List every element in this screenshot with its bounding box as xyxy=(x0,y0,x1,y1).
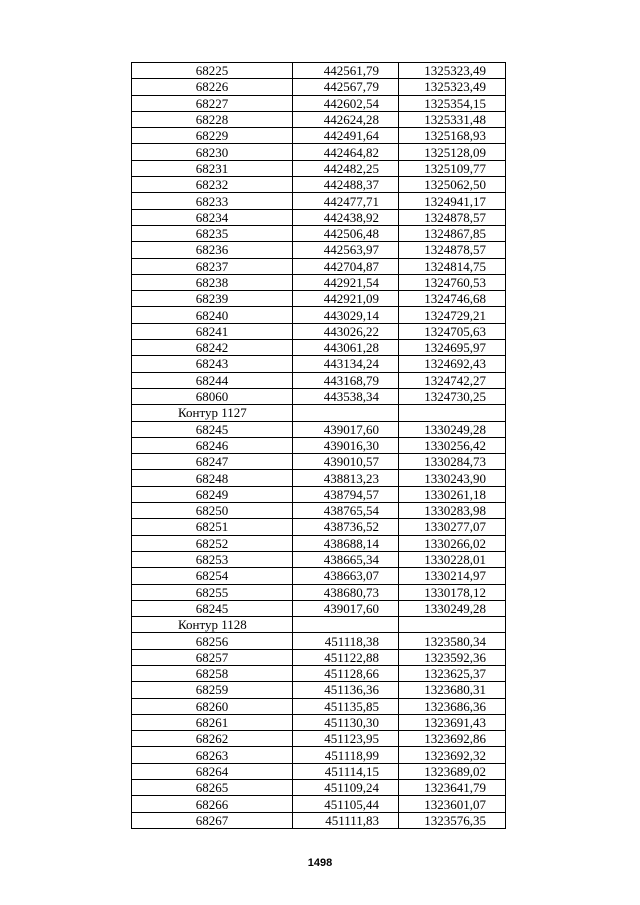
page-number: 1498 xyxy=(307,857,333,869)
coord-x: 443168,79 xyxy=(293,372,399,388)
coord-y: 1323601,07 xyxy=(399,796,506,812)
coord-x: 439017,60 xyxy=(293,421,399,437)
coord-x: 442561,79 xyxy=(293,63,399,79)
coord-y: 1325323,49 xyxy=(399,79,506,95)
point-id: 68265 xyxy=(132,780,293,796)
point-id: 68243 xyxy=(132,356,293,372)
point-row xyxy=(132,437,506,453)
coord-x: 438736,52 xyxy=(293,519,399,535)
point-row xyxy=(132,503,506,519)
coord-x: 442482,25 xyxy=(293,160,399,176)
coord-x: 438794,57 xyxy=(293,486,399,502)
point-id: 68242 xyxy=(132,340,293,356)
coord-x: 451122,88 xyxy=(293,649,399,665)
point-row xyxy=(132,128,506,144)
point-row xyxy=(132,600,506,616)
point-row xyxy=(132,470,506,486)
coord-y: 1324878,57 xyxy=(399,209,506,225)
coord-x: 442704,87 xyxy=(293,258,399,274)
point-row xyxy=(132,714,506,730)
point-id: 68249 xyxy=(132,486,293,502)
coord-x: 439016,30 xyxy=(293,437,399,453)
coord-y: 1330256,42 xyxy=(399,437,506,453)
coord-x: 451111,83 xyxy=(293,812,399,828)
coord-y: 1325109,77 xyxy=(399,160,506,176)
point-row xyxy=(132,372,506,388)
point-id: 68247 xyxy=(132,454,293,470)
coord-y: 1330283,98 xyxy=(399,503,506,519)
coord-x: 442567,79 xyxy=(293,79,399,95)
point-id: 68257 xyxy=(132,649,293,665)
point-row xyxy=(132,177,506,193)
coord-y: 1324746,68 xyxy=(399,291,506,307)
point-row xyxy=(132,193,506,209)
coord-y: 1330178,12 xyxy=(399,584,506,600)
coord-x: 451135,85 xyxy=(293,698,399,714)
coord-x: 443061,28 xyxy=(293,340,399,356)
point-id: 68251 xyxy=(132,519,293,535)
point-row xyxy=(132,486,506,502)
coord-x: 442602,54 xyxy=(293,95,399,111)
point-id: 68232 xyxy=(132,177,293,193)
contour-label: Контур 1127 xyxy=(132,405,293,421)
coord-y: 1324941,17 xyxy=(399,193,506,209)
point-id: 68258 xyxy=(132,665,293,681)
coord-x: 443538,34 xyxy=(293,388,399,404)
point-row xyxy=(132,454,506,470)
point-id: 68250 xyxy=(132,503,293,519)
point-id: 68240 xyxy=(132,307,293,323)
point-row xyxy=(132,209,506,225)
coord-x: 443134,24 xyxy=(293,356,399,372)
coord-x: 442921,09 xyxy=(293,291,399,307)
point-row xyxy=(132,812,506,828)
point-row xyxy=(132,95,506,111)
coord-y: 1325128,09 xyxy=(399,144,506,160)
coord-x: 451114,15 xyxy=(293,763,399,779)
coord-y: 1323580,34 xyxy=(399,633,506,649)
coord-x: 451109,24 xyxy=(293,780,399,796)
point-id: 68225 xyxy=(132,63,293,79)
point-id: 68237 xyxy=(132,258,293,274)
point-row xyxy=(132,796,506,812)
coord-x: 451123,95 xyxy=(293,731,399,747)
point-row xyxy=(132,242,506,258)
coord-y: 1330284,73 xyxy=(399,454,506,470)
coord-x: 438765,54 xyxy=(293,503,399,519)
point-id: 68230 xyxy=(132,144,293,160)
point-row xyxy=(132,682,506,698)
coord-y: 1324730,25 xyxy=(399,388,506,404)
point-id: 68234 xyxy=(132,209,293,225)
point-id: 68262 xyxy=(132,731,293,747)
contour-empty-x xyxy=(293,405,399,421)
coord-y: 1324742,27 xyxy=(399,372,506,388)
point-id: 68267 xyxy=(132,812,293,828)
point-id: 68245 xyxy=(132,600,293,616)
coord-y: 1323686,36 xyxy=(399,698,506,714)
coord-x: 439010,57 xyxy=(293,454,399,470)
coord-y: 1323691,43 xyxy=(399,714,506,730)
point-id: 68253 xyxy=(132,551,293,567)
coord-x: 443026,22 xyxy=(293,323,399,339)
point-id: 68239 xyxy=(132,291,293,307)
coord-y: 1323592,36 xyxy=(399,649,506,665)
point-row xyxy=(132,584,506,600)
coord-y: 1330214,97 xyxy=(399,568,506,584)
coord-x: 451118,99 xyxy=(293,747,399,763)
point-id: 68259 xyxy=(132,682,293,698)
coord-x: 442464,82 xyxy=(293,144,399,160)
point-id: 68245 xyxy=(132,421,293,437)
point-row xyxy=(132,665,506,681)
coord-y: 1323692,86 xyxy=(399,731,506,747)
coord-y: 1330277,07 xyxy=(399,519,506,535)
coord-y: 1330249,28 xyxy=(399,421,506,437)
point-row xyxy=(132,747,506,763)
coord-x: 451105,44 xyxy=(293,796,399,812)
contour-empty-x xyxy=(293,617,399,633)
coord-y: 1324695,97 xyxy=(399,340,506,356)
coord-y: 1324729,21 xyxy=(399,307,506,323)
coord-y: 1330243,90 xyxy=(399,470,506,486)
coord-y: 1323576,35 xyxy=(399,812,506,828)
point-id: 68248 xyxy=(132,470,293,486)
point-row xyxy=(132,698,506,714)
point-row xyxy=(132,649,506,665)
point-id: 68254 xyxy=(132,568,293,584)
contour-empty-y xyxy=(399,617,506,633)
point-id: 68266 xyxy=(132,796,293,812)
coord-x: 442624,28 xyxy=(293,111,399,127)
coord-x: 443029,14 xyxy=(293,307,399,323)
coord-x: 442438,92 xyxy=(293,209,399,225)
point-id: 68256 xyxy=(132,633,293,649)
point-id: 68263 xyxy=(132,747,293,763)
point-row xyxy=(132,388,506,404)
point-row xyxy=(132,258,506,274)
point-id: 68228 xyxy=(132,111,293,127)
point-row xyxy=(132,519,506,535)
point-row xyxy=(132,633,506,649)
coord-x: 442477,71 xyxy=(293,193,399,209)
point-row xyxy=(132,307,506,323)
coord-y: 1325168,93 xyxy=(399,128,506,144)
point-id: 68236 xyxy=(132,242,293,258)
point-id: 68241 xyxy=(132,323,293,339)
point-id: 68231 xyxy=(132,160,293,176)
point-row xyxy=(132,111,506,127)
point-row xyxy=(132,291,506,307)
point-id: 68229 xyxy=(132,128,293,144)
point-row xyxy=(132,340,506,356)
point-id: 68233 xyxy=(132,193,293,209)
coord-y: 1325331,48 xyxy=(399,111,506,127)
contour-row xyxy=(132,617,506,633)
point-row xyxy=(132,535,506,551)
point-row xyxy=(132,79,506,95)
coord-y: 1330266,02 xyxy=(399,535,506,551)
coord-x: 442506,48 xyxy=(293,225,399,241)
coord-y: 1323641,79 xyxy=(399,780,506,796)
coord-x: 438663,07 xyxy=(293,568,399,584)
coord-y: 1323692,32 xyxy=(399,747,506,763)
coord-y: 1325354,15 xyxy=(399,95,506,111)
contour-label: Контур 1128 xyxy=(132,617,293,633)
point-row xyxy=(132,421,506,437)
point-row xyxy=(132,144,506,160)
point-row xyxy=(132,323,506,339)
point-id: 68238 xyxy=(132,274,293,290)
point-id: 68227 xyxy=(132,95,293,111)
point-id: 68226 xyxy=(132,79,293,95)
coord-x: 442921,54 xyxy=(293,274,399,290)
coord-y: 1324692,43 xyxy=(399,356,506,372)
coord-x: 438688,14 xyxy=(293,535,399,551)
point-row xyxy=(132,780,506,796)
coord-x: 451136,36 xyxy=(293,682,399,698)
coord-y: 1330261,18 xyxy=(399,486,506,502)
coord-y: 1330249,28 xyxy=(399,600,506,616)
point-row xyxy=(132,225,506,241)
coord-x: 451128,66 xyxy=(293,665,399,681)
point-id: 68235 xyxy=(132,225,293,241)
coord-y: 1324760,53 xyxy=(399,274,506,290)
coordinates-table xyxy=(131,62,506,829)
coord-x: 451118,38 xyxy=(293,633,399,649)
coord-x: 439017,60 xyxy=(293,600,399,616)
point-row xyxy=(132,763,506,779)
point-id: 68260 xyxy=(132,698,293,714)
point-row xyxy=(132,568,506,584)
point-row xyxy=(132,356,506,372)
point-id: 68060 xyxy=(132,388,293,404)
coord-y: 1323680,31 xyxy=(399,682,506,698)
coord-y: 1324814,75 xyxy=(399,258,506,274)
coordinates-table-body xyxy=(132,63,506,829)
point-id: 68252 xyxy=(132,535,293,551)
contour-row xyxy=(132,405,506,421)
coord-x: 438665,34 xyxy=(293,551,399,567)
coord-y: 1325323,49 xyxy=(399,63,506,79)
point-id: 68261 xyxy=(132,714,293,730)
coord-y: 1325062,50 xyxy=(399,177,506,193)
point-row xyxy=(132,274,506,290)
point-id: 68264 xyxy=(132,763,293,779)
coord-y: 1324705,63 xyxy=(399,323,506,339)
coord-y: 1324867,85 xyxy=(399,225,506,241)
coord-x: 442563,97 xyxy=(293,242,399,258)
coord-y: 1330228,01 xyxy=(399,551,506,567)
coord-x: 442488,37 xyxy=(293,177,399,193)
point-row xyxy=(132,160,506,176)
coord-x: 438680,73 xyxy=(293,584,399,600)
point-row xyxy=(132,731,506,747)
point-id: 68255 xyxy=(132,584,293,600)
contour-empty-y xyxy=(399,405,506,421)
coord-y: 1323625,37 xyxy=(399,665,506,681)
point-id: 68244 xyxy=(132,372,293,388)
coord-x: 438813,23 xyxy=(293,470,399,486)
point-id: 68246 xyxy=(132,437,293,453)
coord-y: 1323689,02 xyxy=(399,763,506,779)
coord-y: 1324878,57 xyxy=(399,242,506,258)
point-row xyxy=(132,63,506,79)
coord-x: 442491,64 xyxy=(293,128,399,144)
point-row xyxy=(132,551,506,567)
coord-x: 451130,30 xyxy=(293,714,399,730)
